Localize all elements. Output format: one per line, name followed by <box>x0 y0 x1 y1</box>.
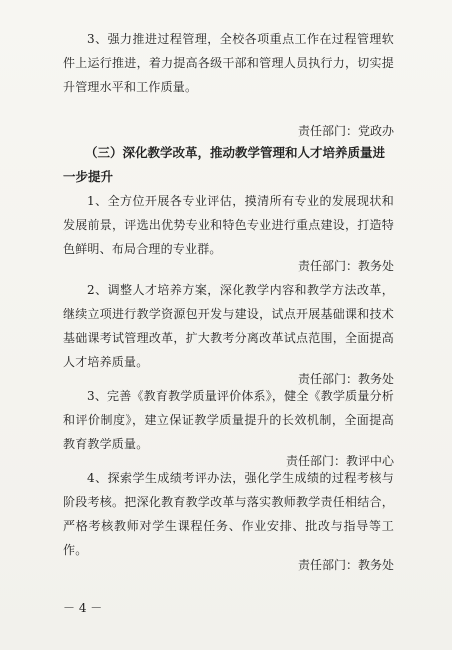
responsible-department: 责任部门：教评中心 <box>285 454 394 468</box>
responsible-department: 责任部门：教务处 <box>297 558 394 572</box>
paragraph-major-evaluation: 1、全方位开展各专业评估，摸清所有专业的发展现状和发展前景，评选出优势专业和特色专业进行重点建设，打造特色鲜明、布局合理的专业群。 <box>63 194 394 256</box>
paragraph-quality-evaluation: 3、完善《教育教学质量评价体系》，健全《教学质量分析和评价制度》，建立保证教学质量提升的长效机制，全面提高教育教学质量。 <box>63 389 394 451</box>
responsible-department: 责任部门：党政办 <box>297 124 394 138</box>
paragraph-student-assessment: 4、探索学生成绩考评办法，强化学生成绩的过程考核与阶段考核。把深化教育教学改革与落实教师教学责任相结合，严格考核教师对学生课程任务、作业安排、批改与指导等工作。 <box>63 471 394 557</box>
paragraph-training-program: 2、调整人才培养方案，深化教学内容和教学方法改革，继续立项进行教学资源包开发与建设，试点开展基础课和技术基础课考试管理改革，扩大教考分离改革试点范围，全面提高人才培养质量。 <box>63 283 394 369</box>
page-number: － 4 － <box>63 601 103 615</box>
responsible-department: 责任部门：教务处 <box>297 259 394 273</box>
responsible-department: 责任部门：教务处 <box>297 372 394 386</box>
section-heading: （三）深化教学改革，推动教学管理和人才培养质量进一步提升 <box>63 145 386 184</box>
paragraph-process-management: 3、强力推进过程管理，全校各项重点工作在过程管理软件上运行推进，着力提高各级干部和管理人员执行力，切实提升管理水平和工作质量。 <box>63 32 394 94</box>
